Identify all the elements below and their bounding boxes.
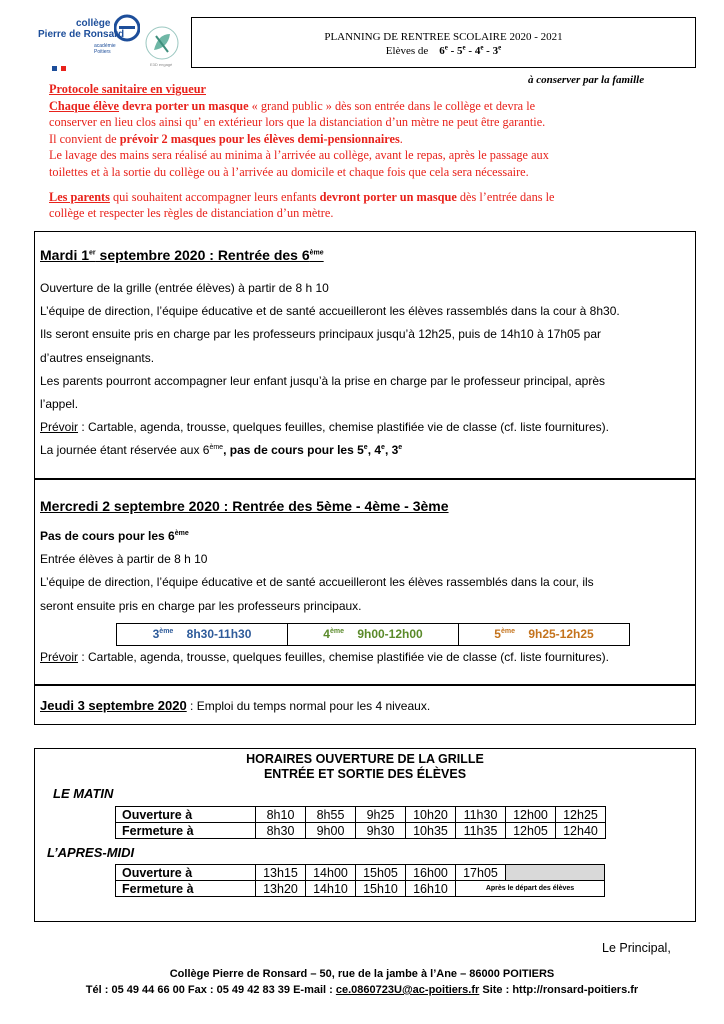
day2-no-class: Pas de cours pour les 6ème	[40, 529, 189, 543]
table-row: Ouverture à 13h15 14h00 15h05 16h00 17h05	[116, 865, 605, 881]
day1-section	[34, 231, 696, 479]
leaf-icon	[144, 24, 180, 62]
horaires-section	[34, 748, 696, 922]
table-row: Ouverture à 8h10 8h55 9h25 10h20 11h30 12h00 12h25	[116, 807, 606, 823]
protocol-line: toilettes et à la sortie du collège ou à l’arrivée au domicile et chaque fois que cela sera nécessaire.	[49, 164, 529, 179]
day2-line: L’équipe de direction, l’équipe éducative et de santé accueilleront les élèves rassemblés dans la cour, ils	[40, 575, 594, 590]
day2-line: seront ensuite pris en charge par les professeurs principaux.	[40, 598, 362, 613]
level-5-cell: 5ème 9h25-12h25	[494, 627, 594, 641]
day1-line: Ouverture de la grille (entrée élèves) à partir de 8 h 10	[40, 281, 329, 295]
signature: Le Principal,	[602, 941, 671, 955]
footer-address: Collège Pierre de Ronsard – 50, rue de la jambe à l’Ane – 86000 POITIERS	[169, 968, 555, 980]
protocol-line: conserver en lieu clos ainsi qu’ en extérieur lors que la distanciation d’un mètre ne peut être garantie.	[49, 115, 546, 130]
level-3-cell: 3ème 8h30-11h30	[117, 624, 288, 645]
day2-line: Entrée élèves à partir de 8 h 10	[40, 552, 208, 567]
day1-line: Ils seront ensuite pris en charge par les professeurs principaux jusqu’à 12h25, puis de 14h10 à 17h05 par	[40, 327, 602, 342]
day3-section	[34, 685, 696, 725]
page-subtitle: Elèves de 6e - 5e - 4e - 3e	[385, 43, 502, 57]
protocol-block	[49, 81, 689, 222]
apres-midi-label: L’APRES-MIDI	[47, 845, 135, 860]
horaires-title: HORAIRES OUVERTURE DE LA GRILLE ENTRÉE ET SORTIE DES ÉLÈVES	[246, 752, 484, 781]
level-schedule-table	[116, 623, 630, 646]
day1-heading: Mardi 1er septembre 2020 : Rentrée des 6ème	[40, 247, 324, 263]
protocol-line: Chaque élève devra porter un masque « grand public » dès son entrée dans le collège et devra le	[49, 98, 536, 113]
day3-line: Jeudi 3 septembre 2020 : Emploi du temps normal pour les 4 niveaux.	[40, 698, 431, 713]
day1-line: L’équipe de direction, l’équipe éducative et de santé accueilleront les élèves rassemblés dans la cour à 8h30.	[40, 304, 620, 319]
matin-table	[115, 806, 606, 839]
protocol-line: Il convient de prévoir 2 masques pour les élèves demi-pensionnaires.	[49, 131, 403, 146]
day1-prevoir: Prévoir : Cartable, agenda, trousse, quelques feuilles, chemise plastifiée vie de classe (cf. liste fournitures).	[40, 420, 609, 435]
day2-prevoir: Prévoir : Cartable, agenda, trousse, quelques feuilles, chemise plastifiée vie de classe (cf. liste fournitures).	[40, 650, 609, 664]
protocol-line: Les parents qui souhaitent accompagner leurs enfants devront porter un masque dès l’entrée dans le	[49, 189, 555, 204]
protocol-line: collège et respecter les règles de distanciation d’un mètre.	[49, 206, 334, 221]
level-4-cell: 4ème 9h00-12h00	[288, 624, 459, 645]
e-letter-icon	[114, 12, 140, 42]
matin-label: LE MATIN	[53, 786, 114, 801]
day2-body	[40, 525, 594, 618]
flag-icon	[52, 66, 66, 71]
e3d-label: E3D engagé	[150, 62, 173, 67]
table-row: Fermeture à 8h30 9h00 9h30 10h35 11h35 12h05 12h40	[116, 823, 606, 839]
title-box	[191, 17, 696, 68]
footer-contact: Tél : 05 49 44 66 00 Fax : 05 49 42 83 39 E-mail : ce.0860723U@ac-poitiers.fr Site : http://ronsard-poitiers.fr	[85, 984, 639, 996]
logo-college-name: Pierre de Ronsard	[38, 29, 125, 40]
day2-heading: Mercredi 2 septembre 2020 : Rentrée des 5ème - 4ème - 3ème	[40, 498, 449, 514]
keep-note: à conserver par la famille	[528, 74, 645, 86]
logo-college-label: collège	[76, 18, 111, 29]
protocol-title: Protocole sanitaire en vigueur	[49, 82, 206, 96]
college-logo	[38, 18, 138, 70]
email-link[interactable]: ce.0860723U@ac-poitiers.fr	[335, 984, 480, 996]
day1-line: Les parents pourront accompagner leur enfant jusqu’à la prise en charge par le professeur principal, après	[40, 373, 605, 388]
day1-line: l’appel.	[40, 397, 79, 412]
page-title: PLANNING DE RENTREE SCOLAIRE 2020 - 2021	[324, 31, 563, 43]
empty-cell	[506, 865, 605, 881]
protocol-line: Le lavage des mains sera réalisé au minima à l’arrivée au collège, avant le repas, après le passage aux	[49, 148, 549, 163]
table-row: Fermeture à 13h20 14h10 15h10 16h10 Après le départ des élèves	[116, 881, 605, 897]
apm-close-note: Après le départ des élèves	[456, 881, 605, 897]
logo-academie: académie Poitiers	[94, 43, 116, 55]
apres-midi-table	[115, 864, 605, 897]
e3d-logo	[144, 24, 180, 72]
day1-body	[40, 277, 620, 463]
day2-section	[34, 479, 696, 685]
day1-last-line: La journée étant réservée aux 6ème, pas de cours pour les 5e, 4e, 3e	[40, 443, 403, 458]
day1-line: d’autres enseignants.	[40, 350, 155, 365]
